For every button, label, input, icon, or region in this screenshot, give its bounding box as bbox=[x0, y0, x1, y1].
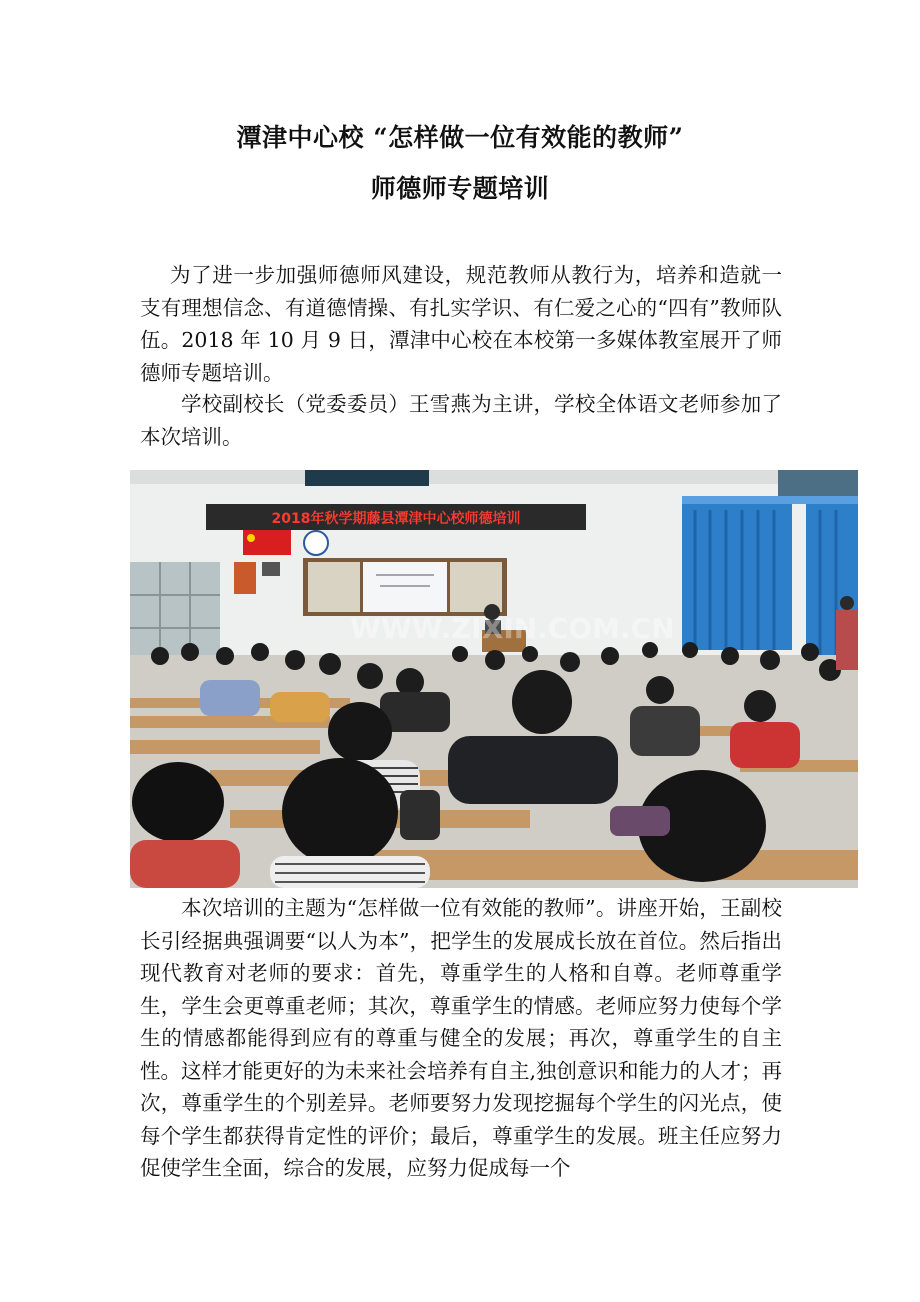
led-banner-text: 2018年秋学期藤县潭津中心校师德培训 bbox=[271, 511, 521, 527]
document-title-line2: 师德师专题培训 bbox=[370, 174, 550, 203]
paragraph-intro: 为了进一步加强师德师风建设，规范教师从教行为，培养和造就一支有理想信念、有道德情操、有扎实学识、有仁爱之心的“四有”教师队伍。2018 年 10 月 9 日，潭津中心校在本校第一多媒体教室展开了师德师专题培训。 bbox=[140, 263, 782, 385]
paragraph-speaker: 学校副校长（党委委员）王雪燕为主讲，学校全体语文老师参加了本次培训。 bbox=[140, 392, 782, 449]
photo-watermark: WWW.ZIXIN.COM.CN bbox=[350, 612, 675, 645]
document-title-line1: 潭津中心校 “怎样做一位有效能的教师” bbox=[236, 123, 684, 152]
training-photo bbox=[130, 470, 858, 888]
paragraph-theme: 本次培训的主题为“怎样做一位有效能的教师”。讲座开始，王副校长引经据典强调要“以人为本”，把学生的发展成长放在首位。然后指出现代教育对老师的要求：首先，尊重学生的人格和自尊。老师尊重学生，学生会更尊重老师；其次，尊重学生的情感。老师应努力使每个学生的情感都能得到应有的尊重与健全的发展；再次，尊重学生的自主性。这样才能更好的为未来社会培养有自主,独创意识和能力的人才；再次，尊重学生的个别差异。老师要努力发现挖掘每个学生的闪光点，使每个学生都获得肯定性的评价；最后，尊重学生的发展。班主任应努力促使学生全面，综合的发展，应努力促成每一个 bbox=[140, 896, 783, 1180]
